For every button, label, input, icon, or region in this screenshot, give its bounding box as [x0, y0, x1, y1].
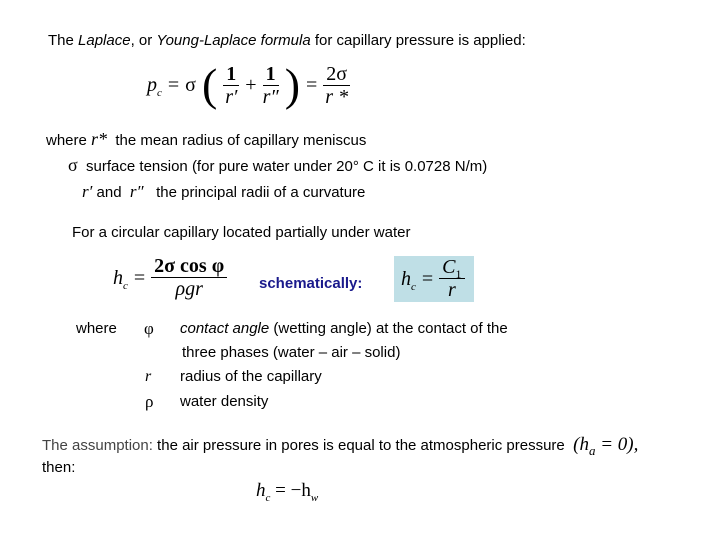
math-text: ρgr — [175, 278, 203, 300]
math-text: and — [96, 184, 122, 201]
math-text: c — [265, 492, 271, 504]
math-text — [439, 256, 464, 279]
equals-sign: = — [421, 267, 434, 290]
then-text: then: — [42, 459, 76, 476]
math-text: r′ — [225, 85, 238, 108]
math-text: the air pressure in pores is equal to the atmospheric pressure — [152, 437, 565, 454]
assumption-text — [42, 434, 639, 458]
equals-sign: = — [167, 74, 180, 96]
math-text: C — [442, 256, 456, 278]
phi-symbol: φ — [144, 319, 154, 338]
hc-symbol — [113, 266, 128, 292]
math-text: p — [147, 74, 157, 96]
where-label: where — [76, 320, 117, 337]
math-text: a — [588, 443, 596, 458]
r-definition: radius of the capillary — [180, 368, 322, 385]
math-text: c — [123, 279, 128, 292]
math-text: the mean radius of capillary meniscus — [115, 132, 367, 149]
phi-definition — [180, 320, 508, 338]
math-text: where — [46, 132, 87, 149]
math-text: = −h — [275, 480, 311, 501]
math-text: c — [157, 87, 162, 99]
math-text: r * — [325, 85, 349, 108]
math-text: the principal radii of a curvature — [156, 184, 366, 201]
fraction-c1-over-r — [439, 256, 464, 301]
math-text: The assumption: — [42, 437, 153, 454]
schematic-formula-box — [394, 256, 474, 302]
phi-definition-cont: three phases (water – air – solid) — [182, 344, 401, 361]
fraction-2sigma-over-rstar — [323, 63, 350, 108]
math-text — [573, 434, 639, 458]
rho-symbol: ρ — [145, 392, 154, 411]
schematically-label: schematically: — [259, 275, 363, 292]
math-text: h — [113, 266, 123, 289]
math-text: contact angle — [180, 320, 270, 337]
math-text: r′ — [82, 182, 93, 201]
sigma-symbol: σ — [185, 74, 196, 96]
math-text: 2σ — [323, 63, 350, 86]
math-text: σ — [68, 155, 78, 175]
laplace-formula — [144, 59, 353, 110]
math-text: 1 — [263, 63, 279, 86]
math-text: 1 — [455, 267, 462, 281]
rho-definition: water density — [180, 393, 269, 410]
definition-r-star — [46, 130, 366, 150]
pressure-head-formula — [256, 480, 319, 504]
math-text: r — [447, 279, 456, 301]
circular-capillary-text: For a circular capillary located partially under water — [72, 224, 411, 241]
fraction-one-over-r2 — [263, 63, 279, 108]
definition-sigma — [68, 156, 487, 176]
math-text: = 0), — [595, 434, 639, 455]
laplace-term: Laplace — [78, 32, 131, 49]
math-text: r″ — [129, 182, 144, 201]
plus-sign: + — [245, 74, 257, 96]
hc-symbol — [401, 267, 416, 293]
math-text: h — [401, 267, 411, 290]
intro-post: for capillary pressure is applied: — [310, 32, 526, 49]
intro-pre: The — [48, 32, 79, 49]
math-text: w — [310, 492, 319, 504]
right-parenthesis: ) — [284, 59, 301, 110]
math-text: r″ — [262, 85, 279, 108]
math-text: 1 — [223, 63, 239, 86]
fraction-one-over-r1 — [223, 63, 239, 108]
r-symbol: r — [145, 368, 152, 385]
definition-principal-radii — [82, 183, 365, 202]
equals-sign-2: = — [306, 74, 318, 96]
math-text: (h — [573, 434, 589, 455]
equals-sign: = — [133, 266, 146, 289]
math-text: 2σ cos φ — [151, 255, 227, 278]
intro-mid: , or — [130, 32, 157, 49]
math-text: surface tension (for pure water under 20° C it is 0.0728 N/m) — [86, 158, 488, 175]
math-text: r* — [91, 129, 108, 149]
fraction-2sigma-cos-over-rhogr — [151, 255, 227, 300]
left-parenthesis: ( — [201, 59, 218, 110]
math-text: (wetting angle) at the contact of the — [269, 320, 508, 337]
math-text: c — [411, 280, 416, 293]
schematic-formula — [398, 256, 468, 301]
capillary-rise-formula — [110, 255, 230, 300]
young-laplace-term: Young-Laplace formula — [156, 32, 311, 49]
intro-text — [48, 32, 526, 50]
pc-symbol — [147, 74, 162, 99]
math-text: h — [256, 480, 266, 501]
